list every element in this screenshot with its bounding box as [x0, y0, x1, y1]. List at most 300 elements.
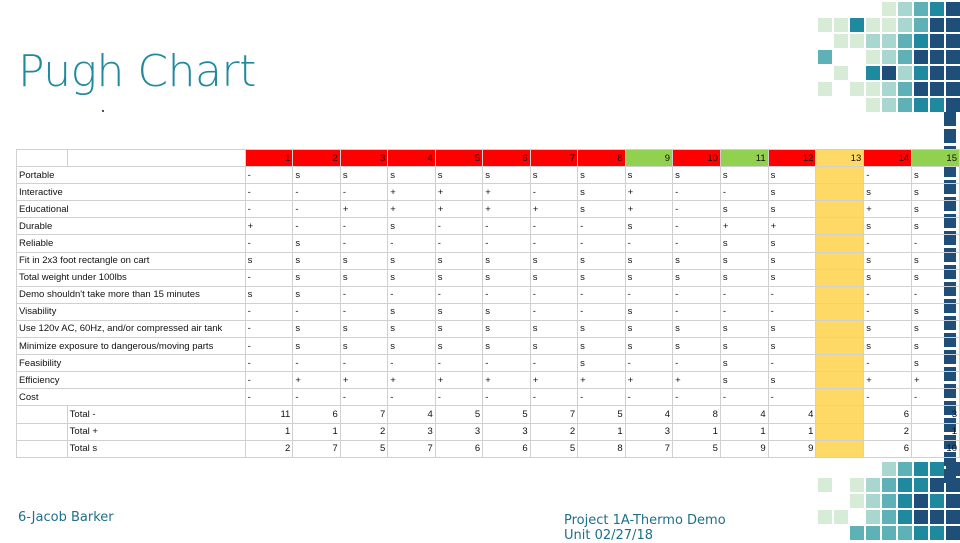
mosaic-tile: [946, 82, 960, 96]
concept-header-7: 7: [530, 150, 577, 167]
right-bar-tile: [944, 129, 956, 143]
mosaic-tile: [946, 510, 960, 524]
totals-label: Total -: [67, 406, 245, 423]
concept-header-10: 10: [673, 150, 721, 167]
mosaic-tile: [914, 50, 928, 64]
score-cell: -: [864, 235, 912, 252]
score-cell: -: [293, 303, 340, 320]
mosaic-tile: [882, 2, 896, 16]
criteria-row: [17, 355, 960, 372]
score-cell: -: [673, 389, 721, 406]
criteria-row: [17, 372, 960, 389]
score-cell: -: [435, 286, 482, 303]
score-cell: s: [768, 320, 816, 337]
score-cell: -: [673, 286, 721, 303]
score-cell: -: [293, 184, 340, 201]
mosaic-tile: [930, 2, 944, 16]
score-cell: s: [912, 184, 960, 201]
mosaic-tile: [898, 478, 912, 492]
score-cell: -: [768, 303, 816, 320]
total-cell: 8: [578, 440, 625, 457]
score-cell: -: [293, 201, 340, 218]
total-cell: [816, 440, 864, 457]
score-cell: +: [720, 218, 768, 235]
score-cell: -: [340, 235, 387, 252]
total-cell: 3: [435, 423, 482, 440]
score-cell: s: [293, 269, 340, 286]
total-cell: 2: [245, 440, 293, 457]
criteria-label: Reliable: [17, 235, 246, 252]
score-cell: -: [578, 235, 625, 252]
mosaic-tile: [882, 34, 896, 48]
total-cell: 9: [768, 440, 816, 457]
score-cell: s: [483, 338, 530, 355]
score-cell: -: [912, 235, 960, 252]
mosaic-tile: [946, 66, 960, 80]
total-cell: 8: [673, 406, 721, 423]
score-cell: +: [864, 201, 912, 218]
score-cell: +: [388, 184, 435, 201]
score-cell: s: [340, 269, 387, 286]
mosaic-tile: [930, 98, 944, 112]
score-cell: -: [245, 167, 293, 184]
score-cell: -: [245, 303, 293, 320]
score-cell: [816, 286, 864, 303]
total-cell: 5: [435, 406, 482, 423]
score-cell: s: [625, 269, 672, 286]
mosaic-tile: [930, 66, 944, 80]
score-cell: -: [578, 303, 625, 320]
score-cell: -: [768, 389, 816, 406]
mosaic-tile: [866, 66, 880, 80]
concept-header-5: 5: [435, 150, 482, 167]
score-cell: s: [388, 269, 435, 286]
score-cell: +: [530, 201, 577, 218]
concept-header-11: 11: [720, 150, 768, 167]
score-cell: +: [340, 201, 387, 218]
concept-header-6: 6: [483, 150, 530, 167]
score-cell: s: [912, 338, 960, 355]
score-cell: -: [483, 286, 530, 303]
score-cell: s: [293, 167, 340, 184]
score-cell: s: [912, 303, 960, 320]
mosaic-tile: [946, 98, 960, 112]
criteria-label: Minimize exposure to dangerous/moving parts: [17, 338, 246, 355]
score-cell: s: [673, 338, 721, 355]
score-cell: s: [245, 252, 293, 269]
score-cell: -: [388, 389, 435, 406]
header-blank-cell: [17, 150, 68, 167]
total-cell: 6: [293, 406, 340, 423]
score-cell: +: [578, 372, 625, 389]
score-cell: s: [768, 269, 816, 286]
score-cell: +: [483, 372, 530, 389]
score-cell: s: [673, 269, 721, 286]
score-cell: -: [530, 184, 577, 201]
mosaic-tile: [898, 494, 912, 508]
score-cell: s: [388, 320, 435, 337]
mosaic-tile: [850, 494, 864, 508]
mosaic-tile: [882, 462, 896, 476]
score-cell: +: [768, 218, 816, 235]
mosaic-tile: [898, 50, 912, 64]
mosaic-tile: [850, 34, 864, 48]
total-cell: 6: [483, 440, 530, 457]
mosaic-tile: [866, 494, 880, 508]
mosaic-tile: [930, 510, 944, 524]
totals-row: [17, 423, 960, 440]
score-cell: -: [530, 286, 577, 303]
score-cell: [816, 338, 864, 355]
score-cell: -: [530, 355, 577, 372]
criteria-row: [17, 303, 960, 320]
score-cell: -: [530, 389, 577, 406]
score-cell: s: [625, 303, 672, 320]
score-cell: -: [864, 389, 912, 406]
mosaic-tile: [882, 526, 896, 540]
score-cell: s: [912, 252, 960, 269]
mosaic-tile: [930, 478, 944, 492]
score-cell: s: [388, 303, 435, 320]
mosaic-tile: [850, 526, 864, 540]
total-cell: 6: [435, 440, 482, 457]
total-cell: 5: [578, 406, 625, 423]
criteria-row: [17, 269, 960, 286]
score-cell: -: [625, 286, 672, 303]
score-cell: -: [720, 389, 768, 406]
criteria-row: [17, 167, 960, 184]
totals-blank-cell: [17, 440, 68, 457]
score-cell: -: [864, 303, 912, 320]
mosaic-tile: [914, 494, 928, 508]
score-cell: [816, 303, 864, 320]
total-cell: 4: [625, 406, 672, 423]
mosaic-tile: [946, 50, 960, 64]
concept-header-2: 2: [293, 150, 340, 167]
score-cell: -: [388, 355, 435, 372]
stray-dot: [102, 110, 104, 112]
score-cell: [816, 235, 864, 252]
total-cell: 1: [720, 423, 768, 440]
score-cell: -: [293, 389, 340, 406]
total-cell: 7: [530, 406, 577, 423]
total-cell: 1: [768, 423, 816, 440]
mosaic-tile: [898, 462, 912, 476]
score-cell: s: [912, 201, 960, 218]
score-cell: s: [530, 338, 577, 355]
mosaic-tile: [914, 478, 928, 492]
total-cell: 6: [864, 440, 912, 457]
mosaic-tile: [834, 34, 848, 48]
total-cell: [816, 406, 864, 423]
score-cell: -: [245, 201, 293, 218]
total-cell: 11: [245, 406, 293, 423]
score-cell: -: [673, 235, 721, 252]
score-cell: [816, 389, 864, 406]
score-cell: s: [768, 167, 816, 184]
score-cell: +: [864, 372, 912, 389]
score-cell: s: [483, 303, 530, 320]
mosaic-tile: [930, 34, 944, 48]
score-cell: -: [673, 201, 721, 218]
concept-header-1: 1: [245, 150, 293, 167]
score-cell: s: [293, 320, 340, 337]
criteria-row: [17, 252, 960, 269]
score-cell: s: [530, 252, 577, 269]
score-cell: +: [912, 372, 960, 389]
score-cell: s: [435, 338, 482, 355]
mosaic-tile: [882, 494, 896, 508]
score-cell: s: [293, 286, 340, 303]
score-cell: -: [340, 355, 387, 372]
mosaic-tile: [898, 510, 912, 524]
score-cell: s: [768, 184, 816, 201]
score-cell: s: [435, 269, 482, 286]
mosaic-tile: [866, 478, 880, 492]
mosaic-tile: [898, 98, 912, 112]
score-cell: -: [912, 286, 960, 303]
score-cell: s: [625, 218, 672, 235]
mosaic-tile: [866, 98, 880, 112]
mosaic-tile: [930, 494, 944, 508]
mosaic-tile: [946, 2, 960, 16]
score-cell: s: [720, 201, 768, 218]
score-cell: s: [625, 320, 672, 337]
right-bar-tile: [944, 112, 956, 126]
mosaic-tile: [818, 50, 832, 64]
score-cell: s: [673, 252, 721, 269]
score-cell: s: [720, 372, 768, 389]
total-cell: 3: [912, 406, 960, 423]
mosaic-tile: [834, 18, 848, 32]
score-cell: s: [720, 338, 768, 355]
score-cell: -: [293, 218, 340, 235]
criteria-label: Use 120v AC, 60Hz, and/or compressed air tank: [17, 320, 246, 337]
mosaic-tile: [882, 510, 896, 524]
score-cell: s: [483, 320, 530, 337]
totals-blank-cell: [17, 423, 68, 440]
score-cell: +: [293, 372, 340, 389]
mosaic-tile: [946, 526, 960, 540]
concept-header-12: 12: [768, 150, 816, 167]
total-cell: [816, 423, 864, 440]
footer-project: [564, 513, 726, 543]
score-cell: -: [673, 184, 721, 201]
score-cell: +: [625, 201, 672, 218]
score-cell: s: [578, 184, 625, 201]
score-cell: [816, 372, 864, 389]
total-cell: 1: [673, 423, 721, 440]
score-cell: -: [625, 389, 672, 406]
score-cell: -: [435, 389, 482, 406]
score-cell: s: [483, 167, 530, 184]
mosaic-tile: [866, 526, 880, 540]
score-cell: -: [864, 167, 912, 184]
score-cell: s: [435, 167, 482, 184]
score-cell: -: [245, 184, 293, 201]
score-cell: -: [483, 389, 530, 406]
score-cell: -: [388, 286, 435, 303]
score-cell: -: [483, 355, 530, 372]
concept-header-4: 4: [388, 150, 435, 167]
score-cell: s: [578, 252, 625, 269]
totals-row: [17, 440, 960, 457]
score-cell: -: [864, 355, 912, 372]
score-cell: s: [578, 320, 625, 337]
criteria-label: Educational: [17, 201, 246, 218]
mosaic-tile: [914, 462, 928, 476]
totals-label: Total s: [67, 440, 245, 457]
criteria-label: Durable: [17, 218, 246, 235]
score-cell: +: [483, 184, 530, 201]
score-cell: s: [673, 167, 721, 184]
totals-row: [17, 406, 960, 423]
total-cell: 5: [340, 440, 387, 457]
score-cell: s: [673, 320, 721, 337]
mosaic-tile: [866, 18, 880, 32]
score-cell: -: [483, 235, 530, 252]
score-cell: s: [720, 252, 768, 269]
footer-project-line2: Unit 02/27/18: [564, 528, 653, 543]
criteria-row: [17, 218, 960, 235]
score-cell: +: [388, 372, 435, 389]
total-cell: 2: [530, 423, 577, 440]
score-cell: s: [864, 320, 912, 337]
total-cell: 1: [578, 423, 625, 440]
total-cell: 3: [625, 423, 672, 440]
score-cell: [816, 355, 864, 372]
mosaic-tile: [818, 18, 832, 32]
mosaic-tile: [898, 2, 912, 16]
footer-author: 6-Jacob Barker: [18, 510, 114, 525]
score-cell: s: [435, 252, 482, 269]
mosaic-tile: [946, 34, 960, 48]
score-cell: s: [388, 338, 435, 355]
score-cell: -: [912, 389, 960, 406]
score-cell: s: [720, 355, 768, 372]
criteria-label: Demo shouldn't take more than 15 minutes: [17, 286, 246, 303]
score-cell: -: [720, 184, 768, 201]
score-cell: [816, 184, 864, 201]
criteria-label: Feasibility: [17, 355, 246, 372]
score-cell: -: [245, 320, 293, 337]
score-cell: -: [388, 235, 435, 252]
score-cell: -: [435, 218, 482, 235]
score-cell: s: [340, 252, 387, 269]
score-cell: s: [864, 184, 912, 201]
score-cell: -: [673, 218, 721, 235]
score-cell: -: [245, 338, 293, 355]
mosaic-tile: [850, 82, 864, 96]
score-cell: s: [293, 252, 340, 269]
criteria-row: [17, 320, 960, 337]
score-cell: s: [245, 286, 293, 303]
score-cell: -: [673, 355, 721, 372]
total-cell: 4: [720, 406, 768, 423]
mosaic-tile: [946, 494, 960, 508]
mosaic-tile: [818, 478, 832, 492]
score-cell: s: [625, 167, 672, 184]
score-cell: s: [293, 235, 340, 252]
total-cell: 4: [768, 406, 816, 423]
mosaic-tile: [914, 98, 928, 112]
score-cell: +: [340, 372, 387, 389]
mosaic-tile: [914, 2, 928, 16]
score-cell: -: [625, 355, 672, 372]
mosaic-tile: [866, 34, 880, 48]
score-cell: s: [530, 269, 577, 286]
score-cell: s: [578, 355, 625, 372]
score-cell: -: [435, 355, 482, 372]
mosaic-tile: [914, 18, 928, 32]
score-cell: s: [530, 167, 577, 184]
criteria-label: Total weight under 100lbs: [17, 269, 246, 286]
mosaic-tile: [834, 66, 848, 80]
criteria-row: [17, 201, 960, 218]
mosaic-tile: [898, 18, 912, 32]
score-cell: +: [530, 372, 577, 389]
mosaic-tile: [946, 462, 960, 476]
score-cell: [816, 201, 864, 218]
score-cell: s: [864, 218, 912, 235]
score-cell: +: [388, 201, 435, 218]
score-cell: s: [912, 167, 960, 184]
score-cell: s: [435, 320, 482, 337]
score-cell: +: [435, 201, 482, 218]
score-cell: s: [720, 320, 768, 337]
criteria-label: Efficiency: [17, 372, 246, 389]
score-cell: s: [340, 167, 387, 184]
total-cell: 2: [340, 423, 387, 440]
score-cell: s: [293, 338, 340, 355]
score-cell: s: [912, 218, 960, 235]
score-cell: s: [912, 320, 960, 337]
mosaic-tile: [882, 66, 896, 80]
score-cell: -: [245, 355, 293, 372]
score-cell: -: [245, 372, 293, 389]
mosaic-tile: [850, 478, 864, 492]
mosaic-tile: [882, 18, 896, 32]
total-cell: 7: [625, 440, 672, 457]
totals-blank-cell: [17, 406, 68, 423]
concept-header-9: 9: [625, 150, 672, 167]
score-cell: -: [578, 218, 625, 235]
score-cell: -: [720, 286, 768, 303]
score-cell: -: [245, 235, 293, 252]
total-cell: 5: [673, 440, 721, 457]
mosaic-tile: [818, 510, 832, 524]
mosaic-tile: [914, 82, 928, 96]
criteria-row: [17, 338, 960, 355]
mosaic-tile: [866, 82, 880, 96]
score-cell: +: [625, 184, 672, 201]
score-cell: [816, 218, 864, 235]
mosaic-tile: [930, 462, 944, 476]
score-cell: [816, 252, 864, 269]
score-cell: s: [388, 167, 435, 184]
total-cell: 1: [912, 423, 960, 440]
score-cell: s: [483, 252, 530, 269]
score-cell: -: [340, 303, 387, 320]
score-cell: +: [483, 201, 530, 218]
mosaic-tile: [930, 526, 944, 540]
score-cell: +: [625, 372, 672, 389]
score-cell: s: [578, 167, 625, 184]
score-cell: s: [388, 218, 435, 235]
score-cell: -: [340, 389, 387, 406]
score-cell: +: [435, 372, 482, 389]
concept-header-15: 15: [912, 150, 960, 167]
